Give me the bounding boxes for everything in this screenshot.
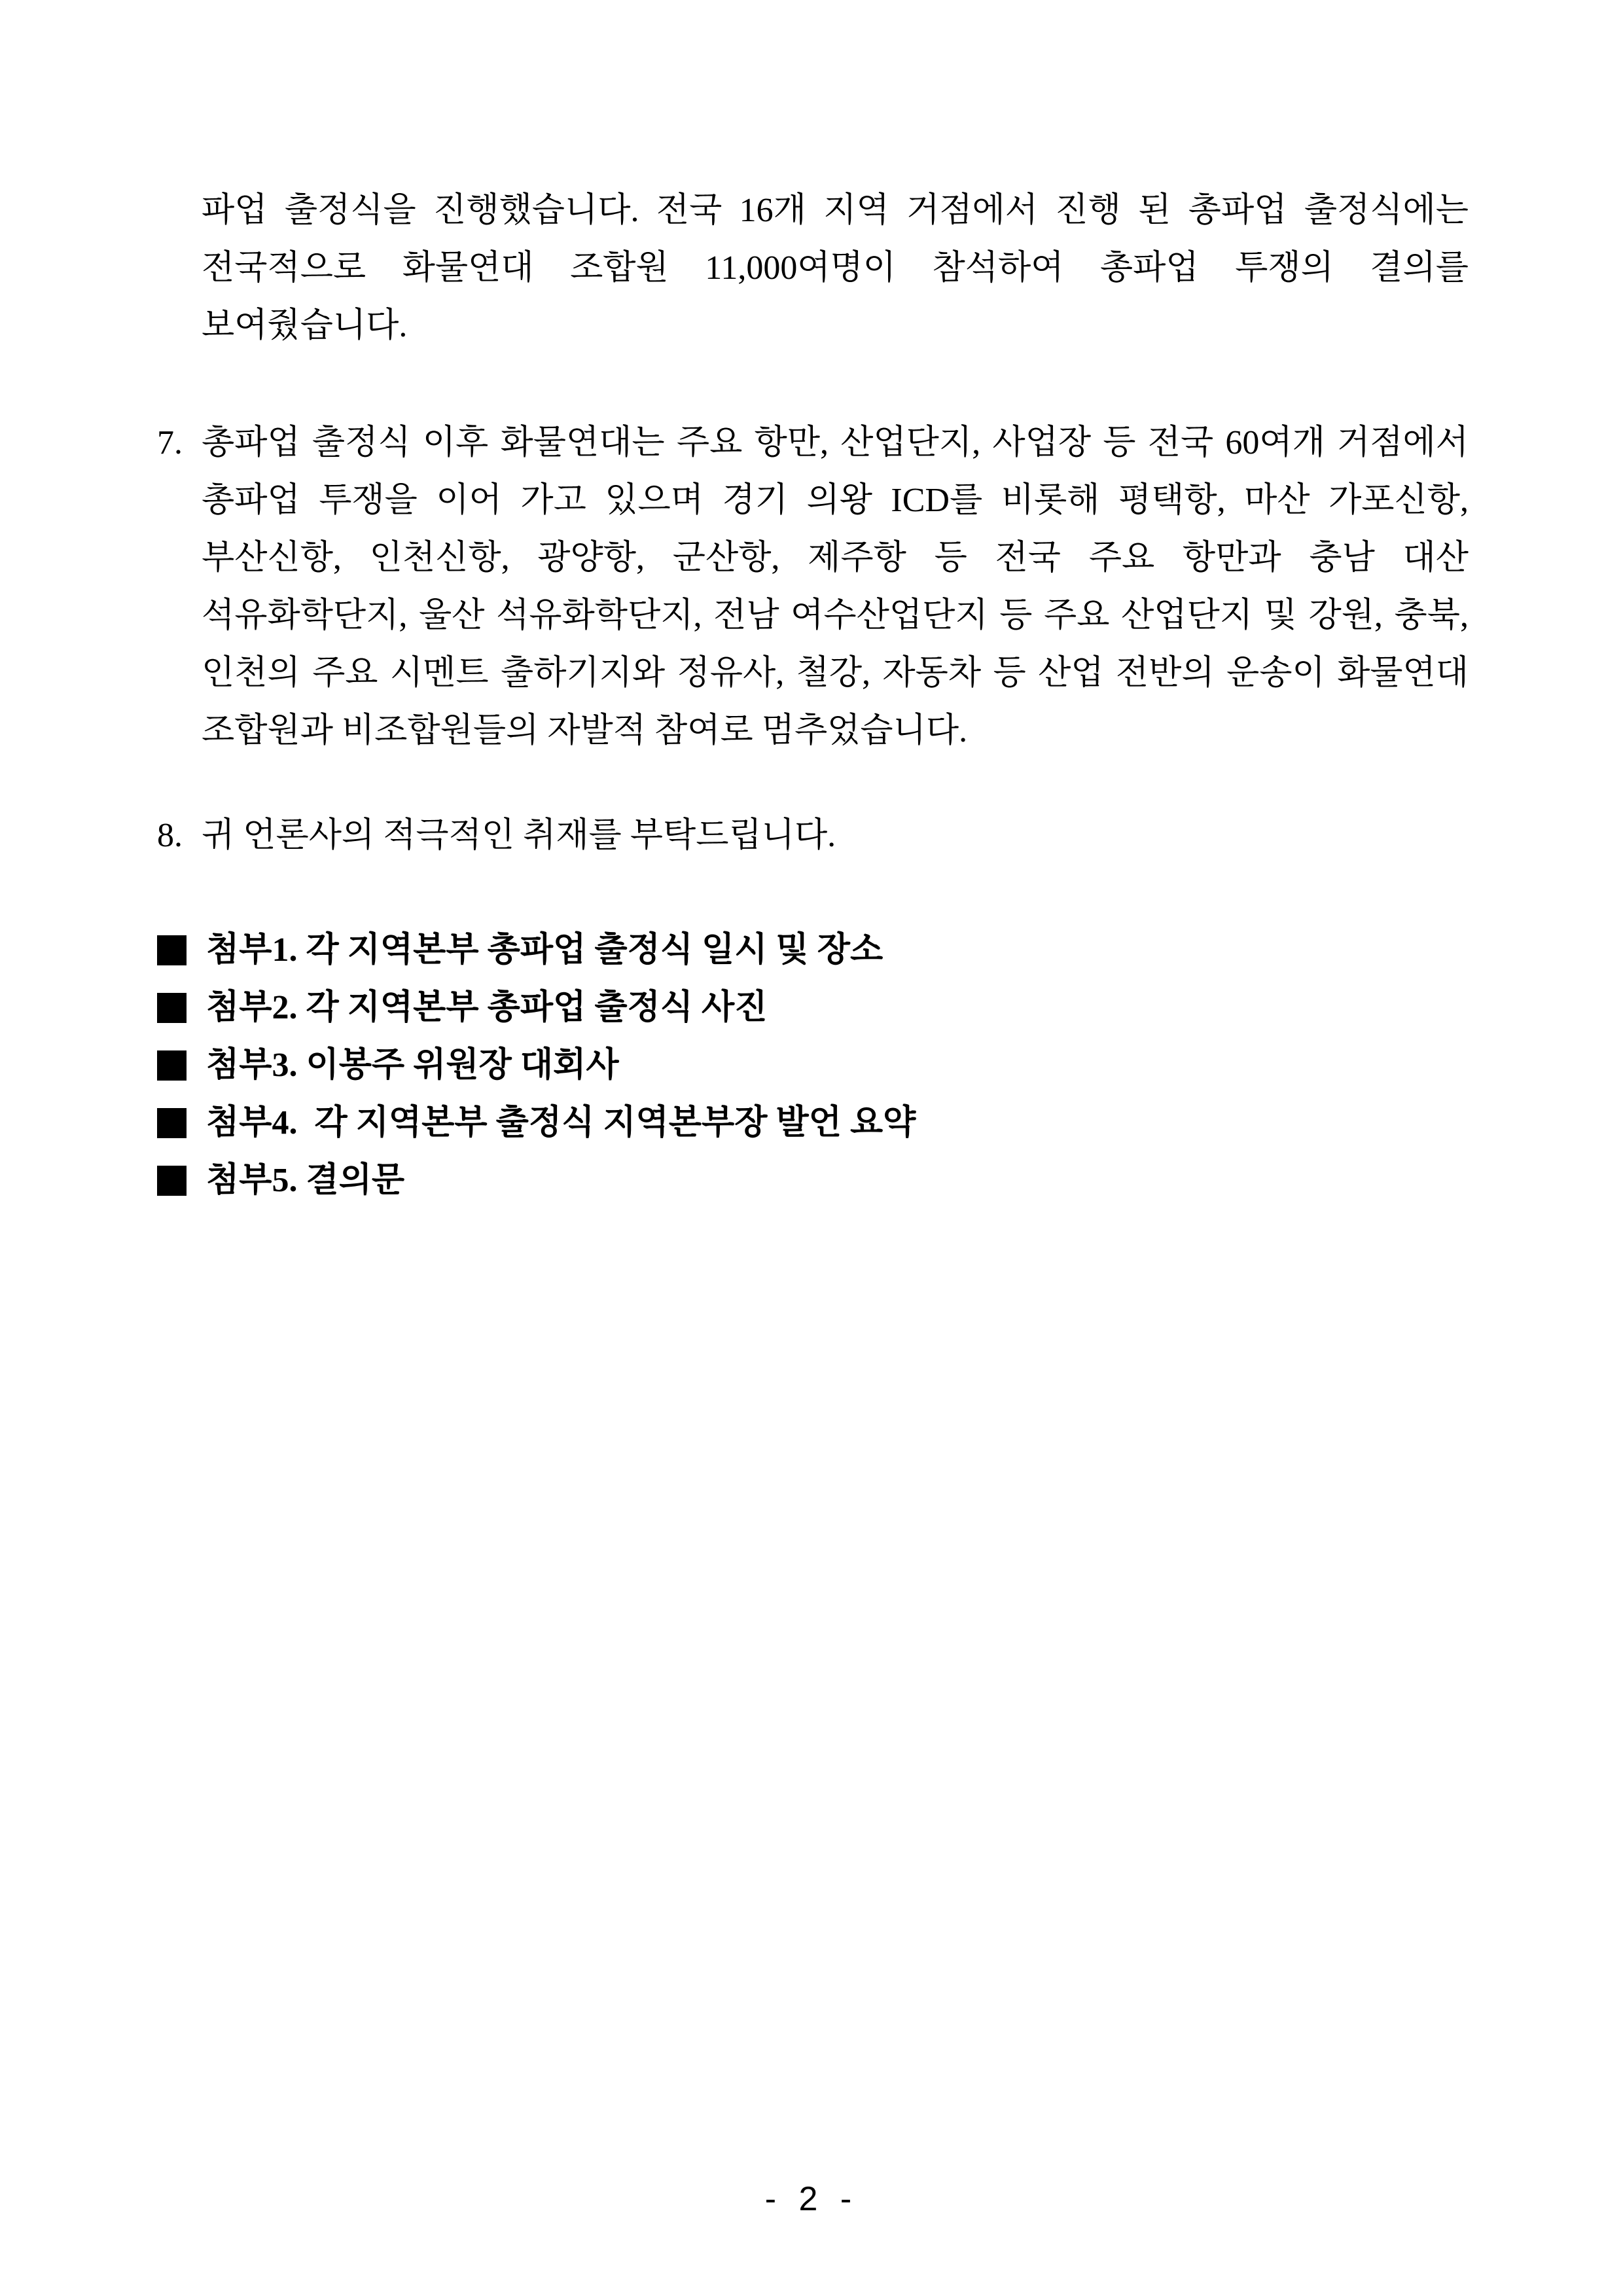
item-text-8: 귀 언론사의 적극적인 취재를 부탁드립니다.: [202, 817, 836, 854]
attachment-label-3: 첨부3. 이봉주 위원장 대회사: [206, 1047, 619, 1084]
attachment-label-1: 첨부1. 각 지역본부 총파업 출정식 일시 및 장소: [206, 931, 883, 969]
attachment-item-4: [157, 1094, 1469, 1152]
paragraph-continuation: 파업 출정식을 진행했습니다. 전국 16개 지역 거점에서 진행 된 총파업 출정식에는 전국적으로 화물연대 조합원 11,000여명이 참석하여 총파업 투쟁의 결의를 보여줬습니다.: [202, 192, 1469, 344]
attachment-list: [157, 922, 1469, 1210]
black-square-bullet-icon: [157, 1166, 187, 1196]
attachment-item-2: [157, 979, 1469, 1037]
black-square-bullet-icon: [157, 1050, 187, 1081]
black-square-bullet-icon: [157, 935, 187, 965]
attachment-item-3: [157, 1037, 1469, 1094]
numbered-item-8: [157, 807, 1469, 865]
attachment-label-2: 첨부2. 각 지역본부 총파업 출정식 사진: [206, 989, 768, 1026]
black-square-bullet-icon: [157, 993, 187, 1023]
attachment-label-4: 첨부4. 각 지역본부 출정식 지역본부장 발언 요약: [206, 1104, 916, 1141]
item-text-7: 총파업 출정식 이후 화물연대는 주요 항만, 산업단지, 사업장 등 전국 60여개 거점에서 총파업 투쟁을 이어 가고 있으며 경기 의왕 ICD를 비롯해 평택항, 마산 가포신항, 부산신항, 인천신항, 광양항, 군산항, 제주항 등 전국 주요 항만과 충남 대산 석유화학단지, 울산 석유화학단지, 전남 여수산업단지 등 주요 산업단지 및 강원, 충북, 인천의 주요 시멘트 출하기지와 정유사, 철강, 자동차 등 산업 전반의 운송이 화물연대 조합원과 비조합원들의 자발적 참여로 멈추었습니다.: [202, 424, 1469, 749]
numbered-item-7: [157, 414, 1469, 760]
page-number: - 2 -: [764, 2180, 859, 2218]
attachment-item-5: [157, 1152, 1469, 1210]
attachment-label-5: 첨부5. 결의문: [206, 1162, 405, 1199]
paragraph-continuation-block: [157, 182, 1469, 355]
black-square-bullet-icon: [157, 1108, 187, 1138]
item-number-8: 8.: [157, 817, 183, 854]
item-number-7: 7.: [157, 424, 183, 461]
attachment-item-1: [157, 922, 1469, 979]
